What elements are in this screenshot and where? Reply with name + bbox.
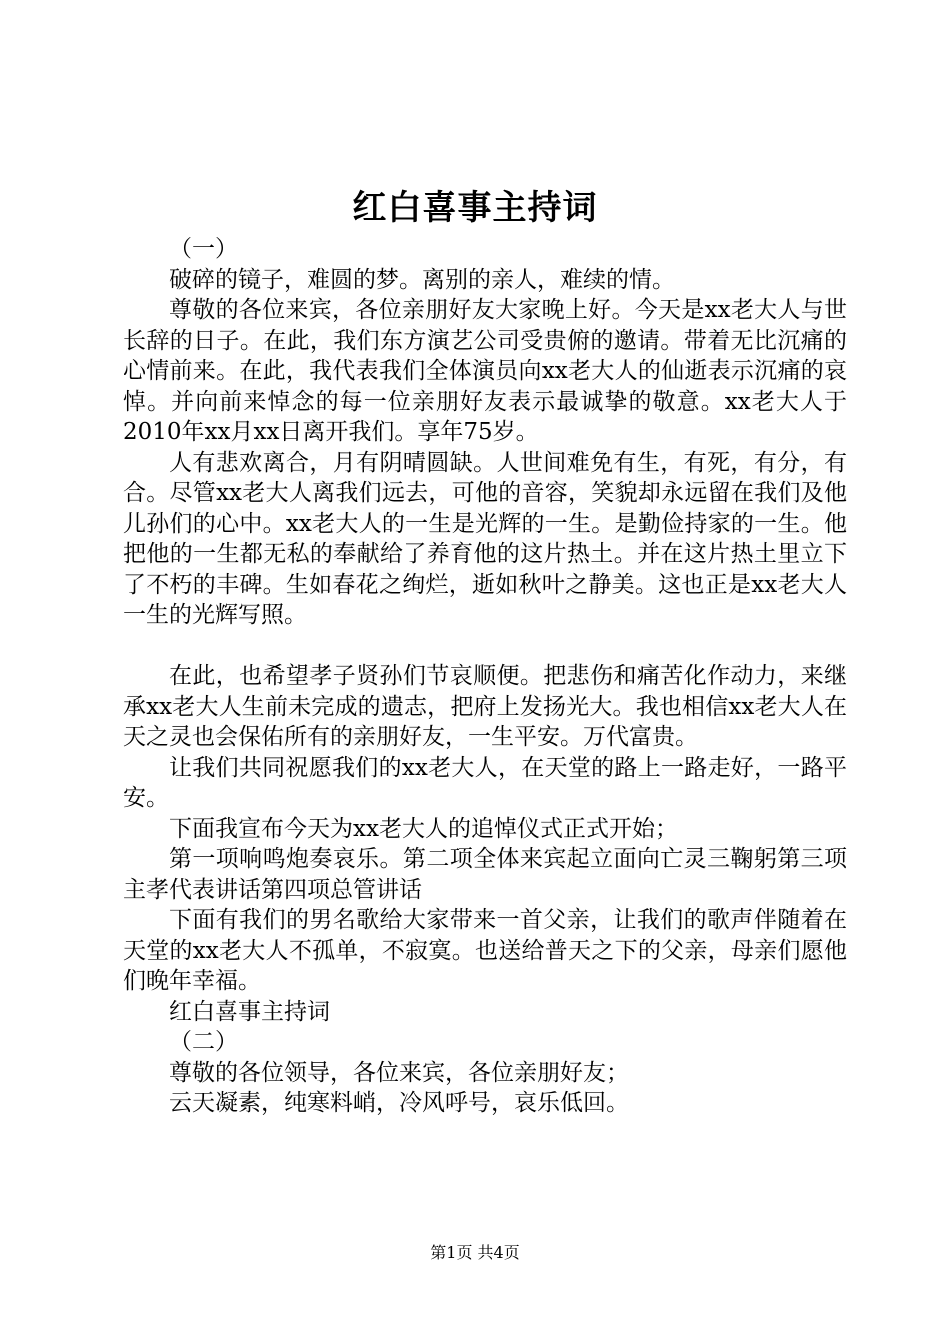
- document-body: [123, 234, 847, 1119]
- paragraph-weather: 云天凝素，纯寒料峭，冷风呼号，哀乐低回。: [169, 1090, 629, 1116]
- paragraph-condolence: 在此，也希望孝子贤孙们节哀顺便。把悲伤和痛苦化作动力，来继承xx老大人生前未完成的遗志，把府上发扬光大。我也相信xx老大人在天之灵也会保佑所有的亲朋好友，一生平安。万代富贵。: [123, 663, 847, 750]
- document-title: 红白喜事主持词: [352, 188, 598, 228]
- paragraph-ceremony-start: 下面我宣布今天为xx老大人的追悼仪式正式开始；: [169, 815, 678, 842]
- paragraph-repeat-title: 红白喜事主持词: [169, 998, 330, 1025]
- section-heading-one: （一）: [169, 236, 238, 262]
- blank-line: [123, 631, 847, 662]
- paragraph-ceremony-items: 第一项响鸣炮奏哀乐。第二项全体来宾起立面向亡灵三鞠躬第三项主孝代表讲话第四项总管讲话: [123, 846, 847, 903]
- paragraph-greeting: 尊敬的各位来宾，各位亲朋好友大家晚上好。今天是xx老大人与世长辞的日子。在此，我们东方演艺公司受贵俯的邀请。带着无比沉痛的心情前来。在此，我代表我们全体演员向xx老大人的仙逝表示沉痛的哀悼。并向前来悼念的每一位亲朋好友表示最诚挚的敬意。xx老大人于2010年xx月xx日离开我们。享年75岁。: [123, 297, 847, 445]
- paragraph-blessing: 让我们共同祝愿我们的xx老大人，在天堂的路上一路走好，一路平安。: [123, 754, 847, 811]
- paragraph-address: 尊敬的各位领导，各位来宾，各位亲朋好友；: [169, 1059, 629, 1086]
- paragraph-life-tribute: 人有悲欢离合，月有阴晴圆缺。人世间难免有生，有死，有分，有合。尽管xx老大人离我们远去，可他的音容，笑貌却永远留在我们及他儿孙们的心中。xx老大人的一生是光辉的一生。是勤俭持家的一生。他把他的一生都无私的奉献给了养育他的这片热土。并在这片热土里立下了不朽的丰碑。生如春花之绚烂，逝如秋叶之静美。这也正是xx老大人一生的光辉写照。: [123, 449, 847, 628]
- paragraph-song: 下面有我们的男名歌给大家带来一首父亲，让我们的歌声伴随着在天堂的xx老大人不孤单，不寂寞。也送给普天之下的父亲，母亲们愿他们晚年幸福。: [123, 907, 847, 994]
- page-footer: 第1页 共4页: [430, 1243, 520, 1262]
- paragraph-opening-line: 破碎的镜子，难圆的梦。离别的亲人，难续的情。: [169, 266, 675, 293]
- section-heading-two: （二）: [169, 1029, 238, 1055]
